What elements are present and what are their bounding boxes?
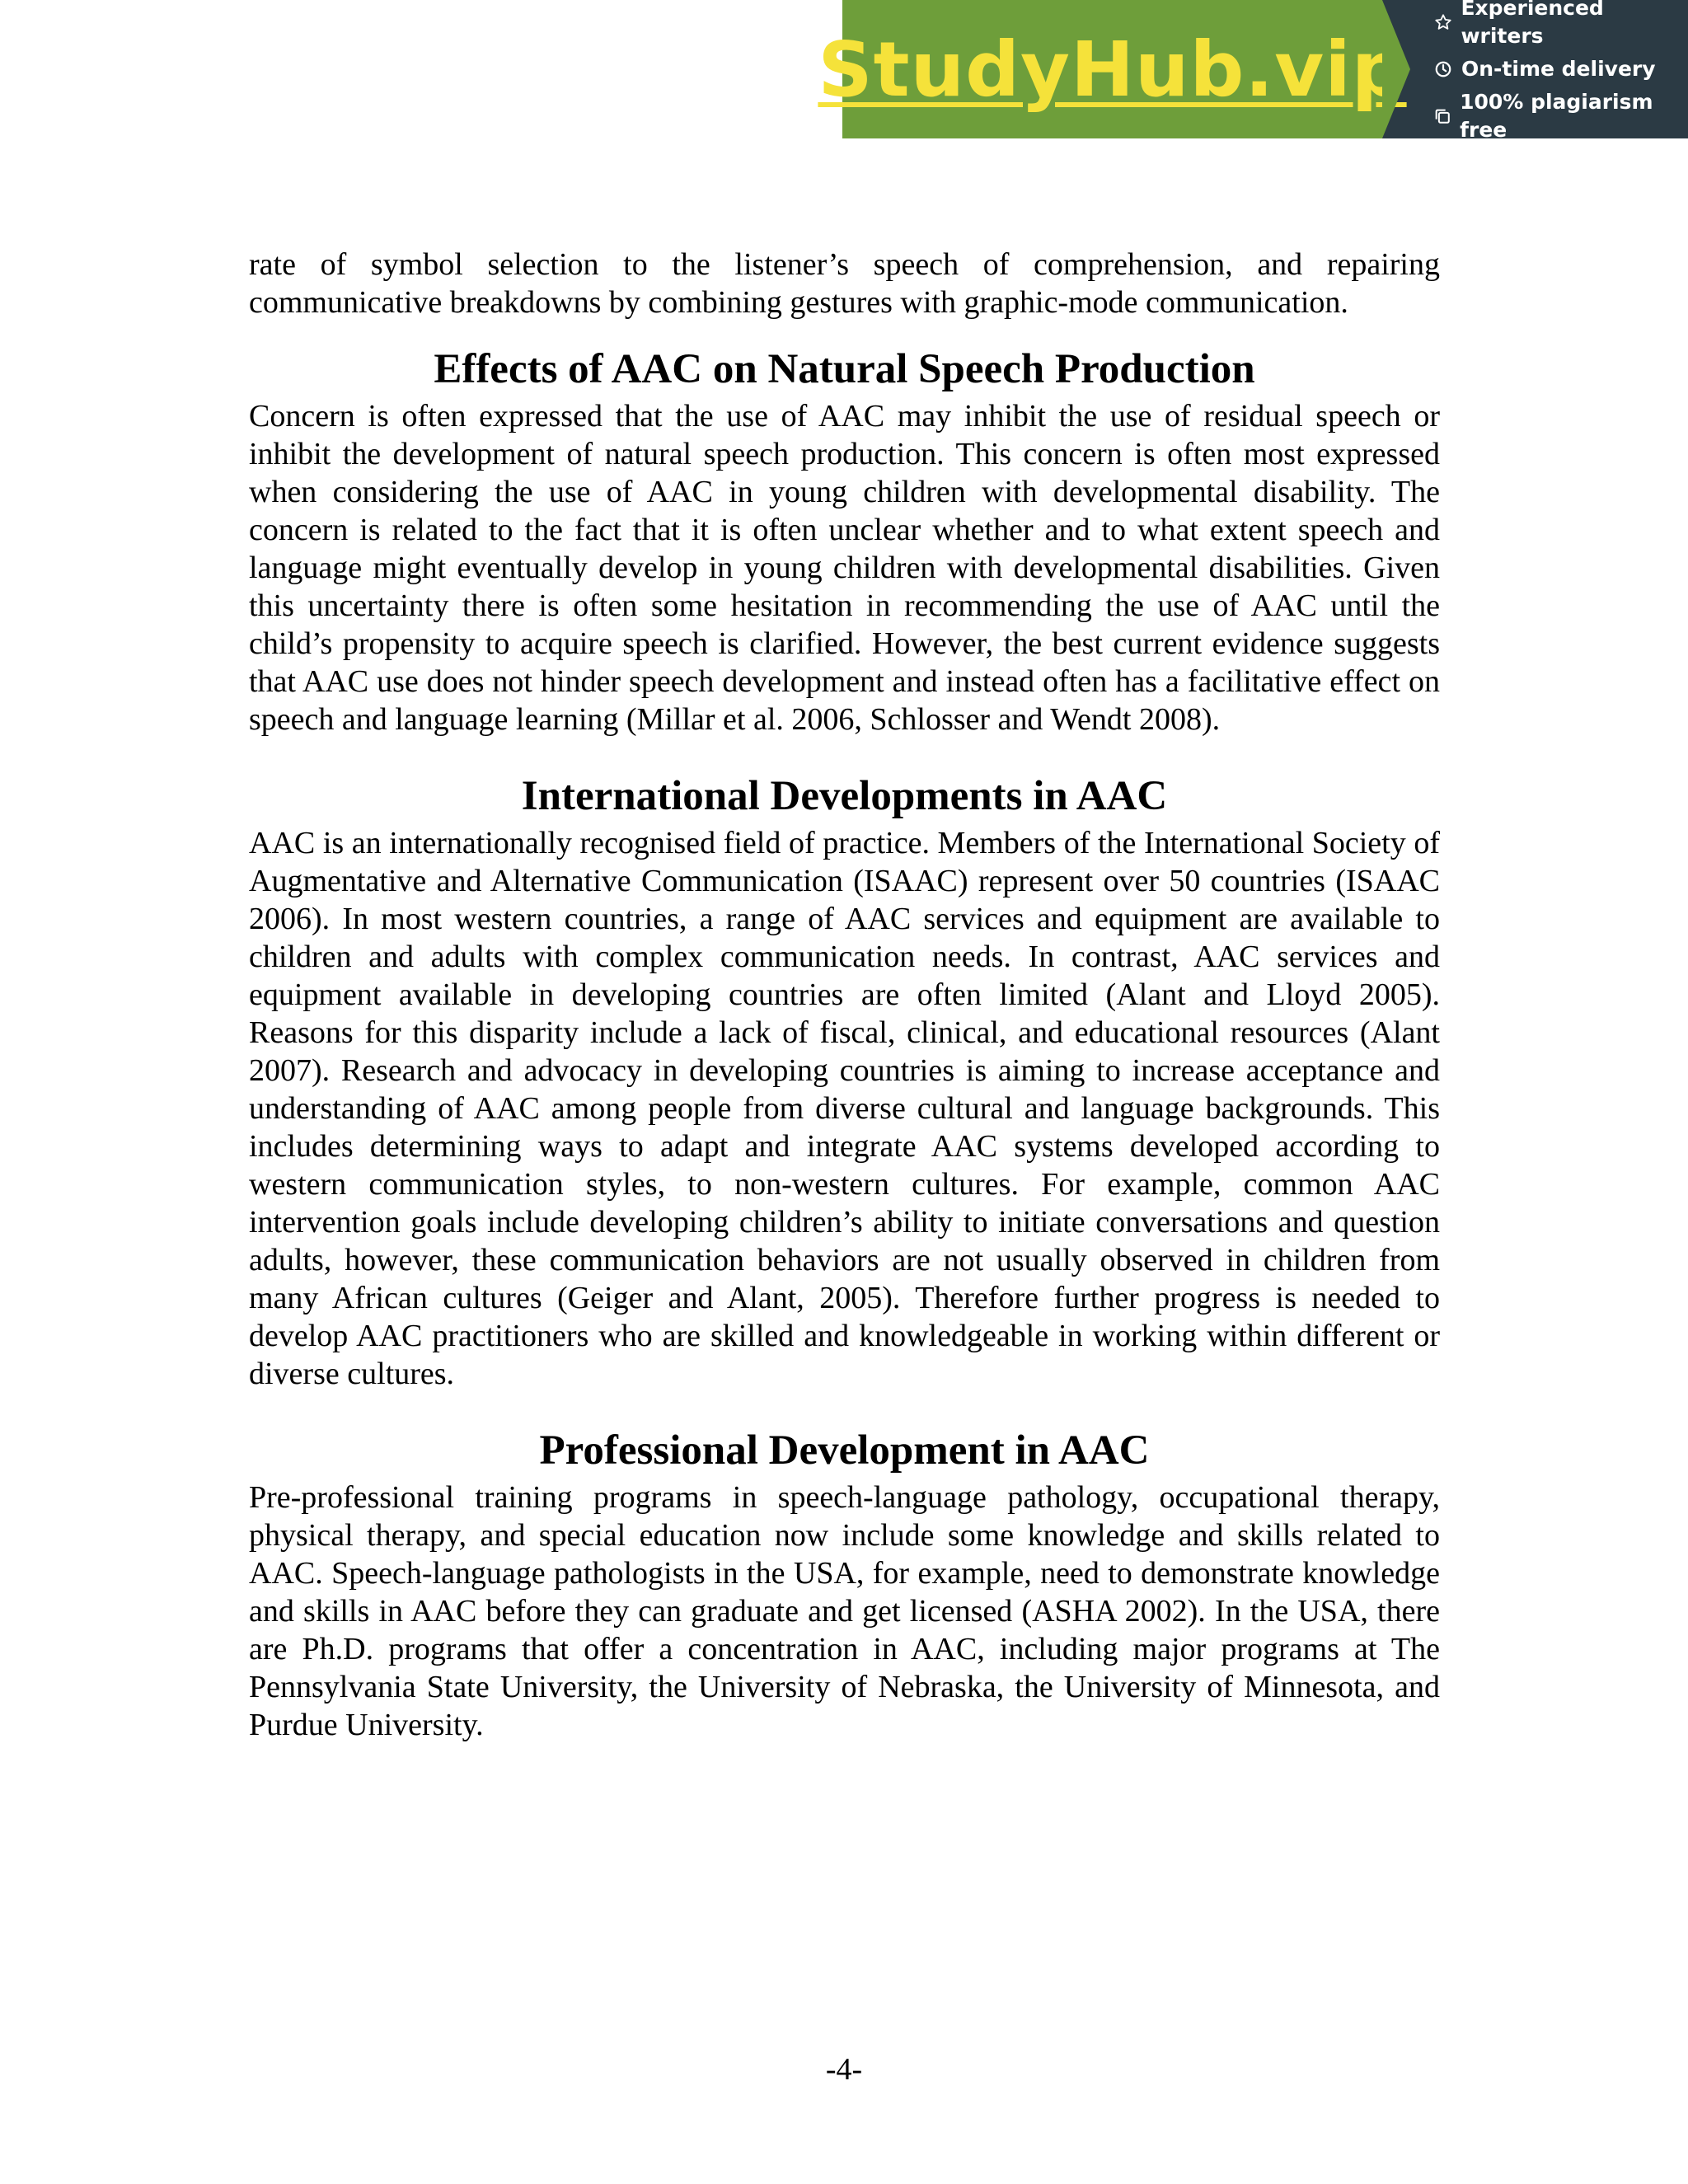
feature-experienced-writers bbox=[1433, 0, 1688, 50]
section-heading-effects: Effects of AAC on Natural Speech Production bbox=[434, 346, 1255, 392]
section-body-effects: Concern is often expressed that the use of AAC may inhibit the use of residual speech or inhibit the development of natural speech production. This concern is often most expressed when considering the use of AAC in young children with developmental disability. The concern is related to the fact that it is often unclear whether and to what extent speech and language might eventually develop in young children with developmental disabilities. Given this uncertainty there is often some hesitation in recommending the use of AAC until the child’s propensity to acquire speech is clarified. However, the best current evidence suggests that AAC use does not hinder speech development and instead often has a facilitative effect on speech and language learning (Millar et al. 2006, Schlosser and Wendt 2008). bbox=[249, 399, 1440, 737]
feature-label: Experienced writers bbox=[1461, 0, 1604, 48]
brand-logo[interactable] bbox=[818, 0, 1407, 138]
feature-plagiarism-free bbox=[1433, 88, 1688, 144]
copy-icon bbox=[1433, 106, 1451, 126]
section-heading-international: International Developments in AAC bbox=[521, 773, 1168, 819]
feature-label: On-time delivery bbox=[1461, 57, 1656, 81]
brand-name: StudyHub.vip bbox=[818, 25, 1407, 114]
studyhub-banner[interactable] bbox=[818, 0, 1688, 142]
section-body-international: AAC is an internationally recognised field of practice. Members of the International Society of Augmentative and Alternative Communication (ISAAC) represent over 50 countries (ISAAC 2006). In most western countries, a range of AAC services and equipment are available to children and adults with complex communication needs. In contrast, AAC services and equipment available in developing countries are often limited (Alant and Lloyd 2005). Reasons for this disparity include a lack of fiscal, clinical, and educational resources (Alant 2007). Research and advocacy in developing countries is aiming to increase acceptance and understanding of AAC among people from diverse cultural and language backgrounds. This includes determining ways to adapt and integrate AAC systems developed according to western communication styles, to non-western cultures. For example, common AAC intervention goals include developing children’s ability to initiate conversations and question adults, however, these communication behaviors are not usually observed in children from many African cultures (Geiger and Alant, 2005). Therefore further progress is needed to develop AAC practitioners who are skilled and knowledgeable in working within different or diverse cultures. bbox=[249, 826, 1440, 1391]
clock-icon bbox=[1433, 59, 1453, 79]
feature-on-time-delivery bbox=[1433, 55, 1688, 83]
document-body bbox=[249, 246, 1440, 1744]
section-body-professional: Pre-professional training programs in speech-language pathology, occupational therapy, physical therapy, and special education now include some knowledge and skills related to AAC. Speech-language pathologists in the USA, for example, need to demonstrate knowledge and skills in AAC before they can graduate and get licensed (ASHA 2002). In the USA, there are Ph.D. programs that offer a concentration in AAC, including major programs at The Pennsylvania State University, the University of Nebraska, the University of Minnesota, and Purdue University. bbox=[249, 1480, 1440, 1742]
star-icon bbox=[1433, 12, 1452, 32]
section-heading-professional: Professional Development in AAC bbox=[539, 1427, 1150, 1474]
feature-list bbox=[1382, 0, 1688, 142]
page-number: -4- bbox=[825, 2052, 863, 2087]
feature-label: 100% plagiarism free bbox=[1460, 90, 1653, 142]
intro-paragraph: rate of symbol selection to the listener’s speech of comprehension, and repairing communicative breakdowns by combining gestures with graphic-mode communication. bbox=[249, 247, 1440, 320]
